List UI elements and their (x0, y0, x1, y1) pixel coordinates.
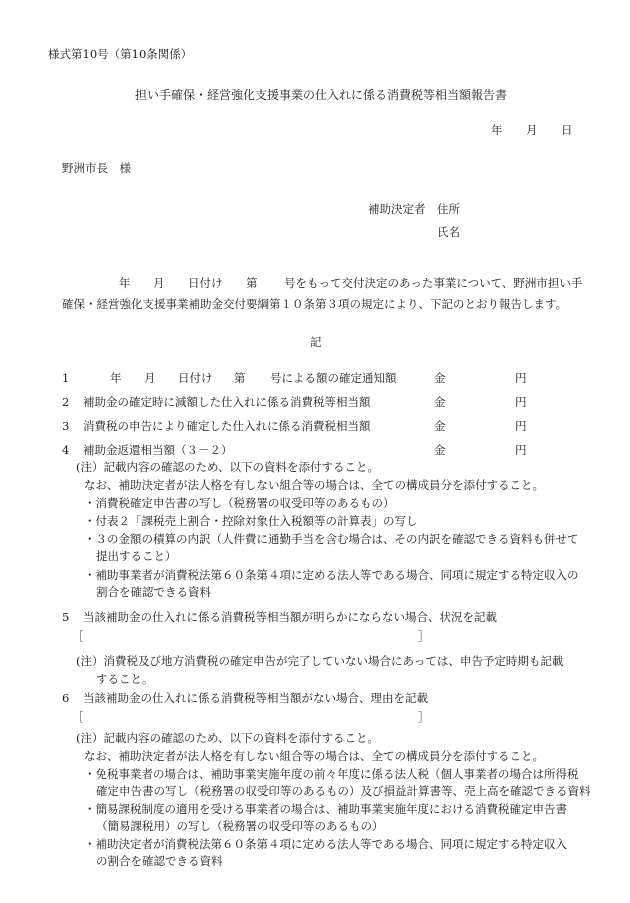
intro-line1-text: 号をもって交付決定のあった事業について、野洲市担い手 (284, 276, 583, 290)
note-6-bullet-1: ・免税事業者の場合は、補助事業実施年度の前々年度に係る法人税（個人事業者の場合は所得税 (84, 767, 579, 781)
item-6-bracket-open: ［ (72, 710, 84, 724)
reporter-role: 補助決定者 (368, 202, 426, 216)
note-4-bullet-2: ・付表２「課税売上割合・控除対象仕入税額等の計算表」の写し (84, 514, 418, 528)
item-3-number: 3 (62, 419, 70, 433)
intro-month: 月 (153, 276, 165, 290)
item-3-label: 消費税の申告により確定した仕入れに係る消費税相当額 (83, 419, 371, 433)
item-6-number: 6 (62, 691, 70, 705)
note-4-bullet-1: ・消費税確定申告書の写し（税務署の収受印等のあるもの） (84, 496, 395, 510)
item-2-label: 補助金の確定時に減額した仕入れに係る消費税等相当額 (83, 395, 371, 409)
note-4-bullet-4-cont: 割合を確認できる資料 (96, 585, 211, 599)
item-1-en: 円 (515, 371, 527, 385)
ki-heading: 記 (310, 335, 322, 349)
form-number: 様式第10号（第10条関係） (48, 47, 193, 61)
item-6-label: 当該補助金の仕入れに係る消費税等相当額がない場合、理由を記載 (83, 691, 428, 705)
date-month-label: 月 (526, 123, 538, 137)
item-2-number: 2 (62, 395, 70, 409)
note-6-bullet-2: ・簡易課税制度の適用を受ける事業者の場合は、補助事業実施年度における消費税確定申告書 (84, 802, 567, 816)
item-5-bracket-close: ］ (418, 629, 430, 643)
item-1-kin: 金 (434, 371, 446, 385)
item-5-number: 5 (62, 610, 70, 624)
date-year-label: 年 (491, 123, 503, 137)
item-4-number: 4 (62, 443, 70, 457)
note-4-bullet-4: ・補助事業者が消費税法第６０条第４項に定める法人等である場合、同項に規定する特定収入の (84, 568, 579, 582)
item-6-bracket-close: ］ (418, 710, 430, 724)
item-4-label: 補助金返還相当額（３－２） (83, 443, 233, 457)
item-3-kin: 金 (434, 419, 446, 433)
document-title: 担い手確保・経営強化支援事業の仕入れに係る消費税等相当額報告書 (135, 88, 508, 102)
note-6-sub: なお、補助決定者が法人格を有しない組合等の場合は、全ての構成員分を添付すること。 (84, 749, 544, 763)
note-6-bullet-1-cont: 確定申告書の写し（税務署の収受印等のあるもの）及び損益計算書等、売上高を確認できる資料 (96, 784, 591, 798)
note-6-bullet-2-cont: （簡易課税用）の写し（税務署の収受印等のあるもの） (96, 819, 384, 833)
intro-day: 日付け (188, 276, 223, 290)
item-1-number: 1 (62, 371, 70, 385)
item-5-label: 当該補助金の仕入れに係る消費税等相当額が明らかにならない場合、状況を記載 (83, 610, 497, 624)
note-6-head: (注）記載内容の確認のため、以下の資料を添付すること。 (76, 731, 380, 745)
item-1-label: 号による額の確定通知額 (270, 371, 397, 385)
note-4-bullet-3-cont: 提出すること） (96, 549, 177, 563)
note-6-bullet-3: ・補助決定者が消費税法第６０条第４項に定める法人等である場合、同項に規定する特定収入 (84, 837, 567, 851)
intro-year: 年 (119, 276, 131, 290)
item-4-en: 円 (515, 443, 527, 457)
intro-line2: 確保・経営強化支援事業補助金交付要綱第１０条第３項の規定により、下記のとおり報告します。 (62, 297, 568, 311)
addressee: 野洲市長 様 (62, 161, 131, 175)
item-3-en: 円 (515, 419, 527, 433)
note-5-line-1: (注）消費税及び地方消費税の確定申告が完了していない場合にあっては、申告予定時期も記載 (76, 654, 564, 668)
date-day-label: 日 (561, 123, 573, 137)
intro-dai: 第 (246, 276, 258, 290)
item-5-bracket-open: ［ (72, 629, 84, 643)
name-label: 氏名 (437, 225, 460, 239)
item-1-day: 日付け (178, 371, 213, 385)
note-4-head: (注）記載内容の確認のため、以下の資料を添付すること。 (76, 460, 380, 474)
note-4-sub: なお、補助決定者が法人格を有しない組合等の場合は、全ての構成員分を添付すること。 (84, 478, 544, 492)
item-1-dai: 第 (234, 371, 246, 385)
item-2-en: 円 (515, 395, 527, 409)
item-4-kin: 金 (434, 443, 446, 457)
address-label: 住所 (437, 202, 460, 216)
note-6-bullet-3-cont: の割合を確認できる資料 (96, 854, 223, 868)
item-2-kin: 金 (434, 395, 446, 409)
item-1-year: 年 (110, 371, 122, 385)
note-5-line-2: すること。 (96, 672, 154, 686)
item-1-month: 月 (144, 371, 156, 385)
note-4-bullet-3: ・３の金額の積算の内訳（人件費に通勤手当を含む場合は、その内訳を確認できる資料も併せて (84, 532, 579, 546)
